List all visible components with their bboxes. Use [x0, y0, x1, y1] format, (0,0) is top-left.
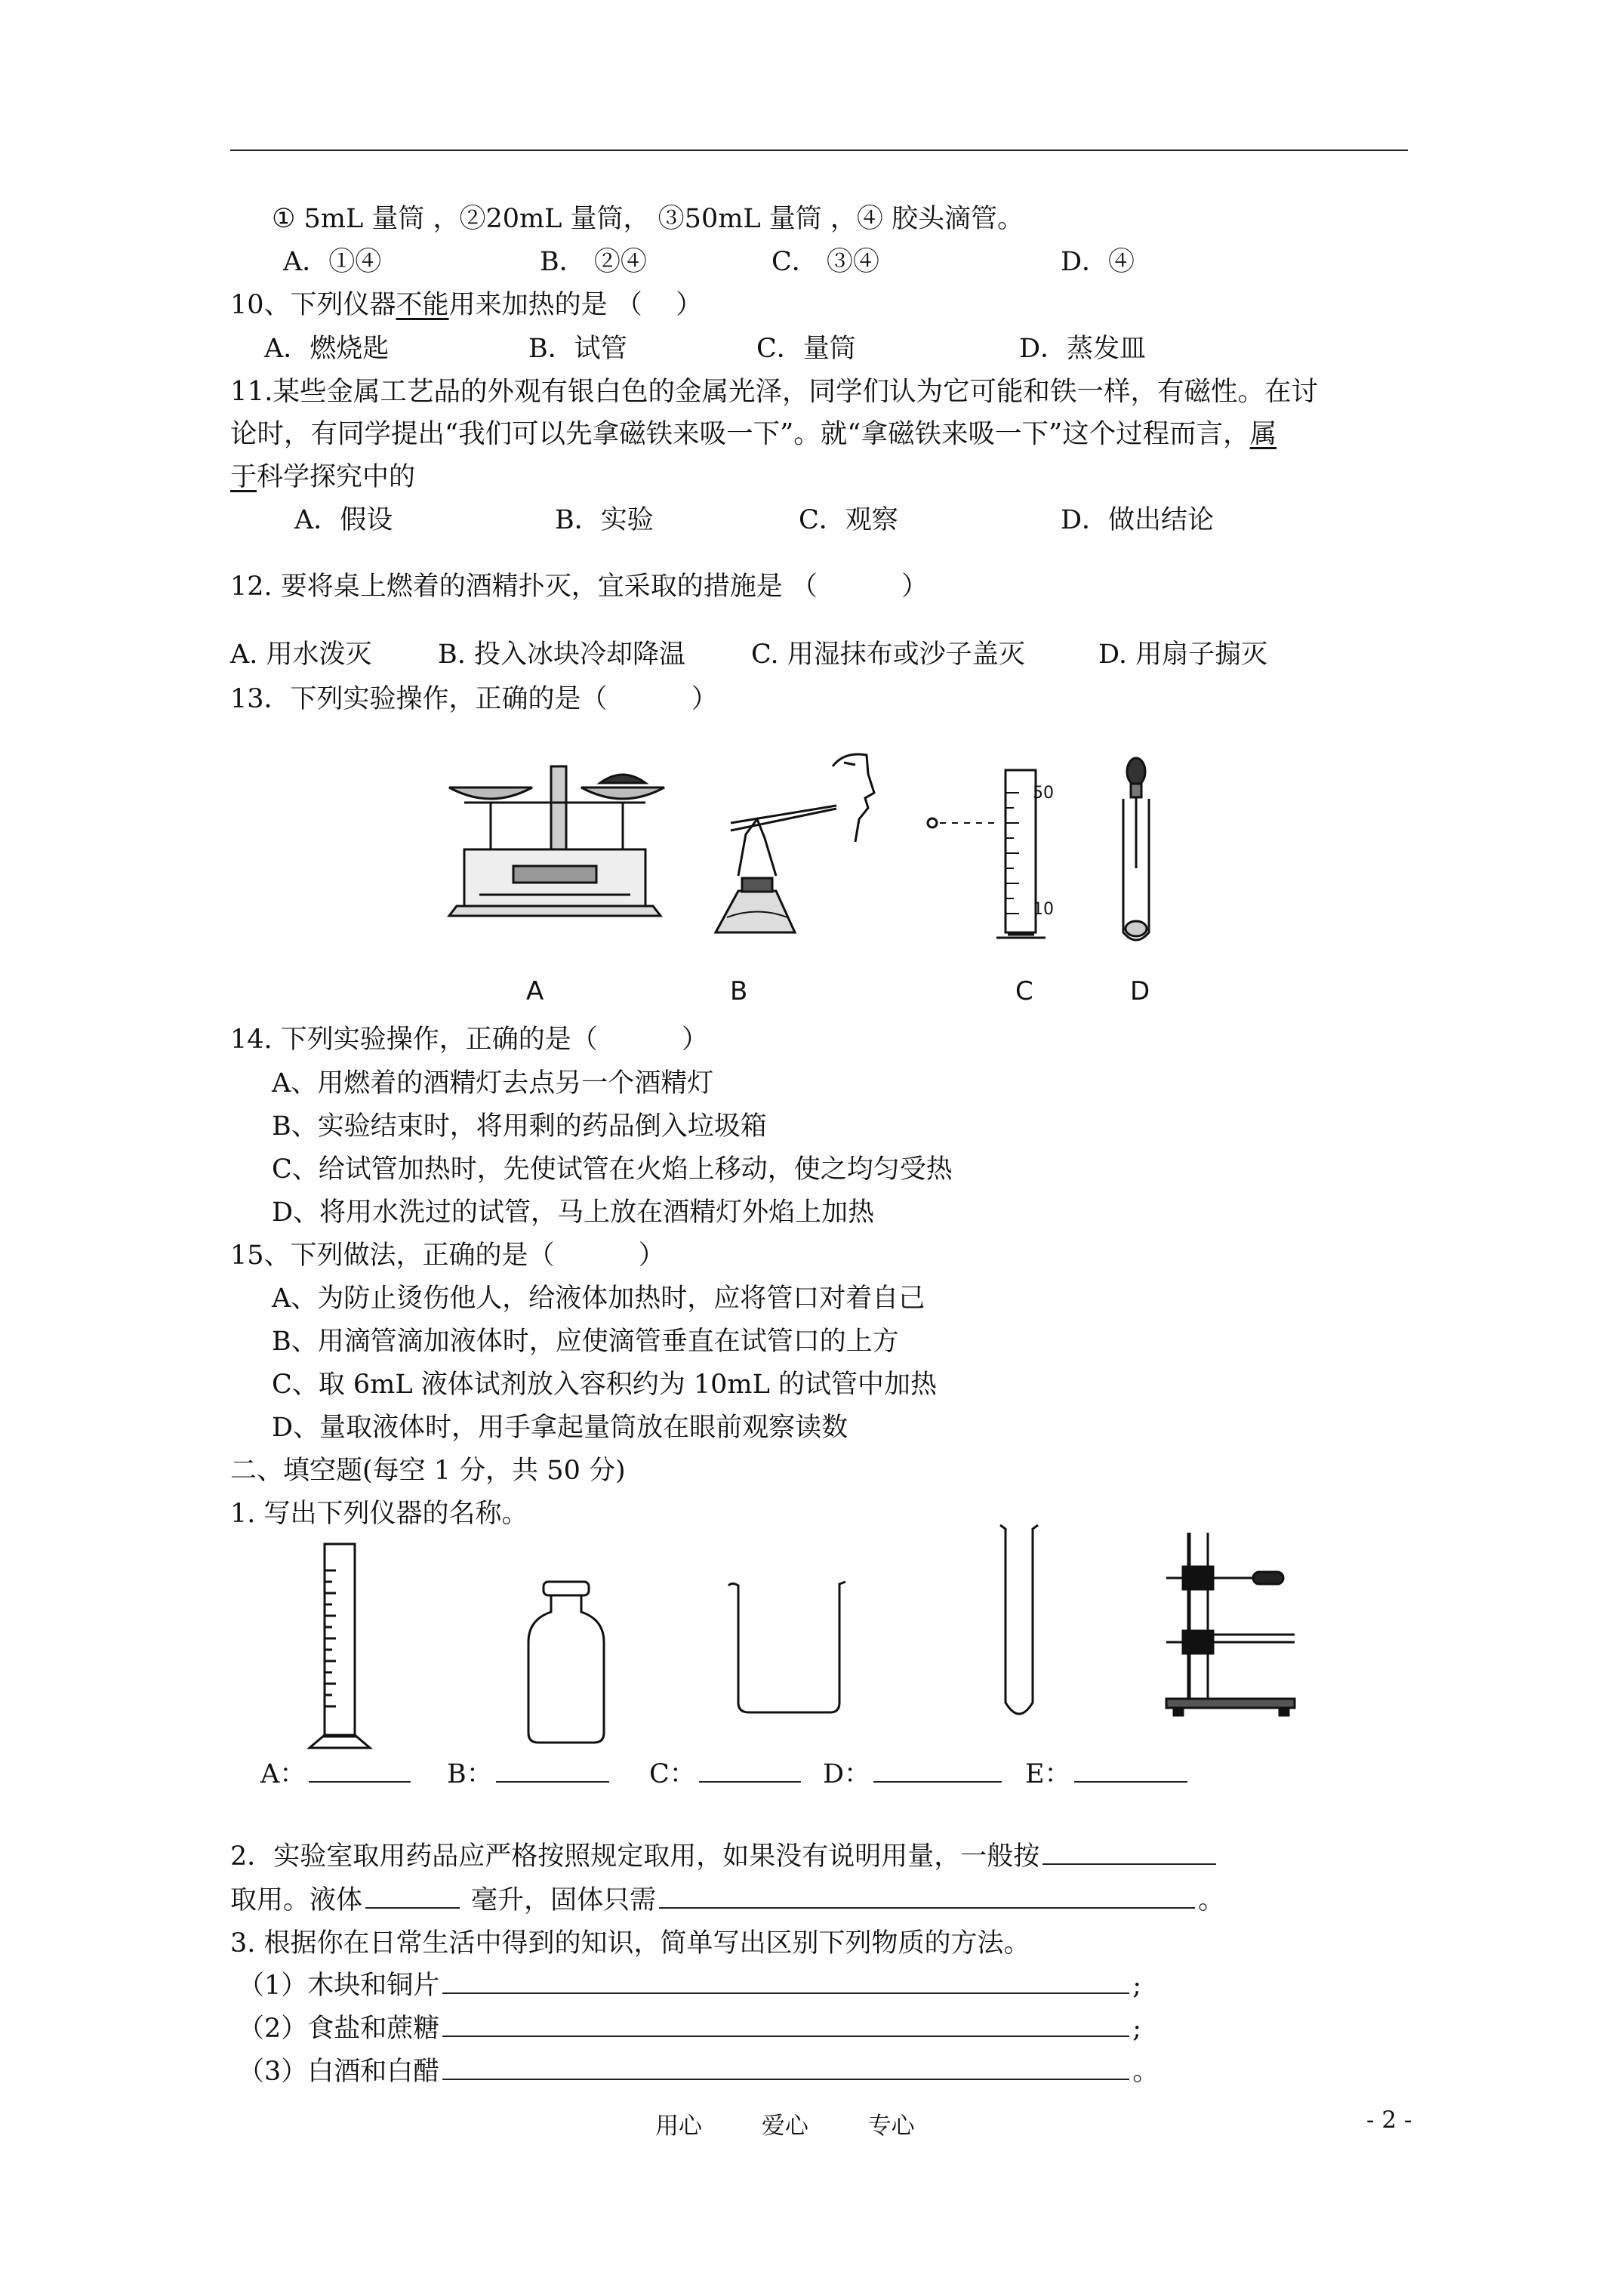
answer-blank-b[interactable] — [496, 1758, 609, 1783]
section2-heading: 二、填空题(每空 1 分，共 50 分) — [230, 1456, 626, 1486]
q11-choice-c: C．观察 — [799, 505, 898, 535]
fill3-stem: 3. 根据你在日常生活中得到的知识，简单写出区别下列物质的方法。 — [230, 1928, 1030, 1959]
q11-choice-d: D．做出结论 — [1061, 505, 1215, 535]
q10-choice-d: D．蒸发皿 — [1019, 334, 1147, 364]
instrument-b-reagent-bottle — [525, 1578, 608, 1748]
q10-choice-b: B．试管 — [528, 334, 627, 364]
answer-blank-3-1[interactable] — [442, 1970, 1129, 1994]
q13-label-b: B — [730, 976, 748, 1006]
q10-stem: 10、下列仪器不能用来加热的是 （ ） — [230, 290, 703, 320]
dropper-figure — [1110, 755, 1163, 951]
q13-label-d: D — [1130, 976, 1150, 1006]
fill3-item-1: （1）木块和铜片 ; — [238, 1971, 1142, 2001]
q14-option-b: B、实验结束时，将用剩的药品倒入垃圾箱 — [272, 1111, 767, 1142]
q14-option-a: A、用燃着的酒精灯去点另一个酒精灯 — [272, 1068, 714, 1099]
q11-choice-a: A．假设 — [294, 505, 393, 535]
q10-choice-a: A．燃烧匙 — [264, 334, 390, 364]
instrument-c-beaker — [725, 1578, 853, 1718]
q12-choice-a: A. 用水泼灭 — [230, 639, 372, 670]
answer-blank-amount[interactable] — [1042, 1841, 1216, 1865]
alcohol-lamp-smell-figure — [701, 736, 904, 940]
q15-option-d: D、量取液体时，用手拿起量筒放在眼前观察读数 — [272, 1413, 848, 1443]
fill1-answer-d: D： — [823, 1758, 1005, 1791]
fill3-item-2: （2）食盐和蔗糖 ; — [238, 2014, 1142, 2044]
page-number: - 2 - — [1366, 2106, 1412, 2134]
instrument-e-iron-stand — [1159, 1529, 1302, 1718]
q14-stem: 14. 下列实验操作，正确的是（ ） — [230, 1025, 709, 1055]
q9-options-line: ① 5mL 量筒 ，②20mL 量筒， ③50mL 量筒 ，④ 胶头滴管。 — [272, 204, 1024, 234]
q12-choice-c: C. 用湿抹布或沙子盖灭 — [751, 639, 1025, 670]
q12-choice-b: B. 投入冰块冷却降温 — [438, 639, 685, 670]
header-rule — [230, 149, 1408, 151]
fill1-answer-b: B： — [447, 1758, 612, 1791]
q12-choice-d: D. 用扇子搧灭 — [1098, 639, 1268, 670]
q15-option-a: A、为防止烫伤他人，给液体加热时，应将管口对着自己 — [272, 1284, 925, 1314]
answer-blank-liquid[interactable] — [365, 1885, 460, 1909]
cylinder-mark-10: 10 — [1033, 900, 1054, 919]
q13-label-a: A — [526, 976, 544, 1006]
q12-stem: 12. 要将桌上燃着的酒精扑灭，宜采取的措施是 （ ） — [230, 572, 929, 602]
q11-choice-b: B．实验 — [555, 505, 654, 535]
q9-choice-d: D．④ — [1061, 247, 1135, 277]
fill1-stem: 1. 写出下列仪器的名称。 — [230, 1499, 528, 1529]
fill2-line2: 取用。液体 毫升，固体只需 。 — [230, 1885, 1225, 1915]
q15-option-c: C、取 6mL 液体试剂放入容积约为 10mL 的试管中加热 — [272, 1370, 937, 1400]
q13-label-c: C — [1015, 976, 1033, 1006]
q11-line1: 11.某些金属工艺品的外观有银白色的金属光泽，同学们认为它可能和铁一样，有磁性。在讨 — [230, 376, 1318, 407]
q11-line3: 于科学探究中的 — [230, 462, 416, 492]
answer-blank-d[interactable] — [873, 1758, 1002, 1783]
q13-stem: 13．下列实验操作，正确的是（ ） — [230, 684, 718, 714]
fill1-answer-e: E： — [1025, 1758, 1190, 1791]
q15-stem: 15、下列做法，正确的是（ ） — [230, 1240, 665, 1271]
answer-blank-c[interactable] — [699, 1758, 801, 1783]
fill3-item-3: （3）白酒和白醋 。 — [238, 2057, 1160, 2087]
answer-blank-3-2[interactable] — [442, 2013, 1129, 2037]
cylinder-mark-50: 50 — [1033, 784, 1054, 803]
answer-blank-a[interactable] — [309, 1758, 411, 1783]
answer-blank-3-3[interactable] — [442, 2056, 1129, 2080]
answer-blank-e[interactable] — [1074, 1758, 1187, 1783]
footer-motto: 用心 爱心 专心 — [655, 2113, 915, 2140]
balance-figure — [434, 744, 676, 925]
instrument-a-graduated-cylinder — [302, 1540, 377, 1755]
fill1-answer-a: A： — [260, 1758, 414, 1791]
q14-option-d: D、将用水洗过的试管，马上放在酒精灯外焰上加热 — [272, 1197, 875, 1228]
q14-option-c: C、给试管加热时，先使试管在火焰上移动，使之均匀受热 — [272, 1154, 953, 1185]
q10-choice-c: C．量筒 — [756, 334, 856, 364]
q15-option-b: B、用滴管滴加液体时，应使滴管垂直在试管口的上方 — [272, 1327, 899, 1357]
q9-choice-c: C． ③④ — [771, 247, 879, 277]
q11-line2: 论时，有同学提出“我们可以先拿磁铁来吸一下”。就“拿磁铁来吸一下”这个过程而言，属 — [230, 418, 1277, 449]
answer-blank-solid[interactable] — [659, 1885, 1195, 1909]
q9-choice-b: B． ②④ — [540, 247, 647, 277]
q9-choice-a: A．①④ — [283, 247, 382, 277]
fill2-line1: 2．实验室取用药品应严格按照规定取用，如果没有说明用量，一般按 — [230, 1840, 1219, 1873]
instrument-d-test-tube — [996, 1518, 1042, 1725]
fill1-answer-c: C： — [649, 1758, 804, 1791]
